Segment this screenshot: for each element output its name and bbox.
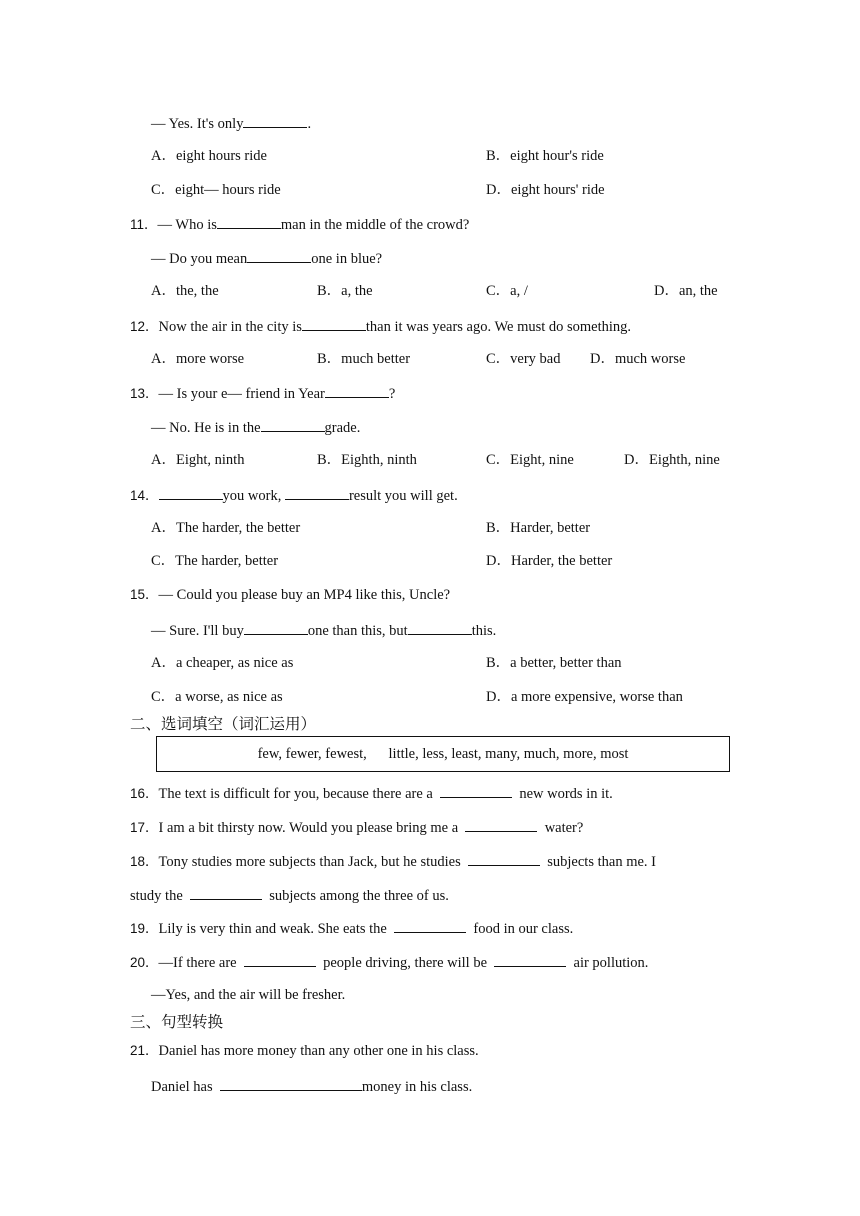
question-number: 13． <box>130 386 159 401</box>
answer-blank[interactable] <box>247 248 311 263</box>
q18-stem <box>130 851 656 871</box>
section-heading-3: 三、句型转换 <box>130 1013 224 1031</box>
q17-stem <box>130 817 583 837</box>
question-number: 18． <box>130 854 159 869</box>
q14-text-a: you work, <box>222 488 282 504</box>
q12-stem <box>130 316 631 336</box>
q13-stem <box>130 383 395 403</box>
answer-blank[interactable] <box>325 383 389 398</box>
answer-blank[interactable] <box>285 485 349 500</box>
q12-option-b[interactable]: B．much better <box>317 351 411 367</box>
answer-blank[interactable] <box>244 620 308 635</box>
answer-blank[interactable] <box>494 952 566 967</box>
question-number: 11． <box>130 217 158 232</box>
q20-text-b: people driving, there will be <box>323 955 488 971</box>
question-number: 12． <box>130 319 159 334</box>
q21-rewrite <box>151 1076 472 1096</box>
q19-text-a: Lily is very thin and weak. She eats the <box>158 921 387 937</box>
q18-continuation <box>130 885 449 905</box>
q11-option-c[interactable]: C．a, / <box>486 283 528 299</box>
q13-text-a: — Is your e— friend in Year <box>158 386 325 402</box>
answer-blank[interactable] <box>244 952 316 967</box>
q11-stem <box>130 214 469 234</box>
q20-reply: —Yes, and the air will be fresher. <box>151 987 346 1003</box>
answer-blank[interactable] <box>440 783 512 798</box>
q13-text-c: — No. He is in the <box>151 420 261 436</box>
q19-stem <box>130 918 573 938</box>
q11-reply <box>151 248 382 268</box>
q12-text-a: Now the air in the city is <box>158 319 302 335</box>
q14-option-a[interactable]: A．The harder, the better <box>151 520 301 536</box>
q13-option-b[interactable]: B．Eighth, ninth <box>317 452 417 468</box>
q21-text-b: Daniel has <box>151 1079 213 1095</box>
q20-text-a: —If there are <box>158 955 237 971</box>
q21-text-a: Daniel has more money than any other one in his class. <box>158 1043 479 1059</box>
q10-text: — Yes. It's only <box>151 116 244 132</box>
q15-option-c[interactable]: C．a worse, as nice as <box>151 689 283 705</box>
q17-text-a: I am a bit thirsty now. Would you please bring me a <box>158 820 459 836</box>
answer-blank[interactable] <box>190 885 262 900</box>
q12-option-a[interactable]: A．more worse <box>151 351 245 367</box>
q15-text-a: — Could you please buy an MP4 like this, Uncle? <box>158 587 451 603</box>
q15-text-b: — Sure. I'll buy <box>151 623 244 639</box>
q11-text-b: man in the middle of the crowd? <box>280 217 470 233</box>
question-number: 16． <box>130 786 159 801</box>
q18-text-d: subjects among the three of us. <box>269 888 449 904</box>
q13-option-a[interactable]: A．Eight, ninth <box>151 452 245 468</box>
q15-text-d: this. <box>471 623 497 639</box>
answer-blank[interactable] <box>394 918 466 933</box>
answer-blank[interactable] <box>408 620 472 635</box>
q20-text-c: air pollution. <box>573 955 649 971</box>
q15-text-c: one than this, but <box>307 623 408 639</box>
q13-option-d[interactable]: D．Eighth, nine <box>624 452 720 468</box>
q14-option-b[interactable]: B．Harder, better <box>486 520 591 536</box>
q11-option-a[interactable]: A．the, the <box>151 283 219 299</box>
q10-option-a[interactable]: A．eight hours ride <box>151 148 267 164</box>
answer-blank[interactable] <box>468 851 540 866</box>
section-heading-2: 二、选词填空（词汇运用） <box>130 715 317 733</box>
q11-text-d: one in blue? <box>311 251 383 267</box>
q11-text-c: — Do you mean <box>151 251 248 267</box>
q14-option-c[interactable]: C．The harder, better <box>151 553 279 569</box>
q11-text-a: — Who is <box>157 217 217 233</box>
q13-text-b: ? <box>388 386 396 402</box>
q16-text-b: new words in it. <box>519 786 613 802</box>
q15-option-a[interactable]: A．a cheaper, as nice as <box>151 655 294 671</box>
answer-blank[interactable] <box>220 1076 362 1091</box>
answer-blank[interactable] <box>159 485 223 500</box>
q20-stem <box>130 952 648 972</box>
question-number: 19． <box>130 921 159 936</box>
q15-reply <box>151 620 496 640</box>
q12-option-d[interactable]: D．much worse <box>590 351 686 367</box>
q18-text-c: study the <box>130 888 183 904</box>
q10-option-c[interactable]: C．eight— hours ride <box>151 182 281 198</box>
q17-text-b: water? <box>544 820 584 836</box>
q16-stem <box>130 783 613 803</box>
q15-option-b[interactable]: B．a better, better than <box>486 655 622 671</box>
q14-option-d[interactable]: D．Harder, the better <box>486 553 613 569</box>
q21-text-c: money in his class. <box>361 1079 473 1095</box>
q13-reply <box>151 417 360 437</box>
q10-option-d[interactable]: D．eight hours' ride <box>486 182 605 198</box>
q15-stem <box>130 586 450 604</box>
question-number: 20． <box>130 955 159 970</box>
q12-text-b: than it was years ago. We must do something. <box>365 319 632 335</box>
q16-text-a: The text is difficult for you, because there are a <box>158 786 433 802</box>
q11-option-b[interactable]: B．a, the <box>317 283 373 299</box>
answer-blank[interactable] <box>243 113 307 128</box>
q12-option-c[interactable]: C．very bad <box>486 351 561 367</box>
q14-text-b: result you will get. <box>348 488 458 504</box>
q10-answer-line <box>151 113 311 133</box>
question-number: 17． <box>130 820 159 835</box>
q18-text-b: subjects than me. I <box>547 854 656 870</box>
answer-blank[interactable] <box>217 214 281 229</box>
question-number: 15． <box>130 587 159 602</box>
q14-stem <box>130 485 458 505</box>
q19-text-b: food in our class. <box>473 921 574 937</box>
q21-stem <box>130 1042 479 1060</box>
q13-text-d: grade. <box>324 420 361 436</box>
q15-option-d[interactable]: D．a more expensive, worse than <box>486 689 683 705</box>
answer-blank[interactable] <box>302 316 366 331</box>
answer-blank[interactable] <box>261 417 325 432</box>
q10-text-end: . <box>307 116 312 132</box>
q13-option-c[interactable]: C．Eight, nine <box>486 452 574 468</box>
question-number: 14． <box>130 488 159 503</box>
q11-option-d[interactable]: D．an, the <box>654 283 718 299</box>
answer-blank[interactable] <box>465 817 537 832</box>
question-number: 21． <box>130 1043 159 1058</box>
word-bank-box <box>156 736 730 772</box>
q10-option-b[interactable]: B．eight hour's ride <box>486 148 604 164</box>
word-bank-words: few, fewer, fewest, little, less, least, many, much, more, most <box>257 745 629 762</box>
q18-text-a: Tony studies more subjects than Jack, but he studies <box>158 854 461 870</box>
